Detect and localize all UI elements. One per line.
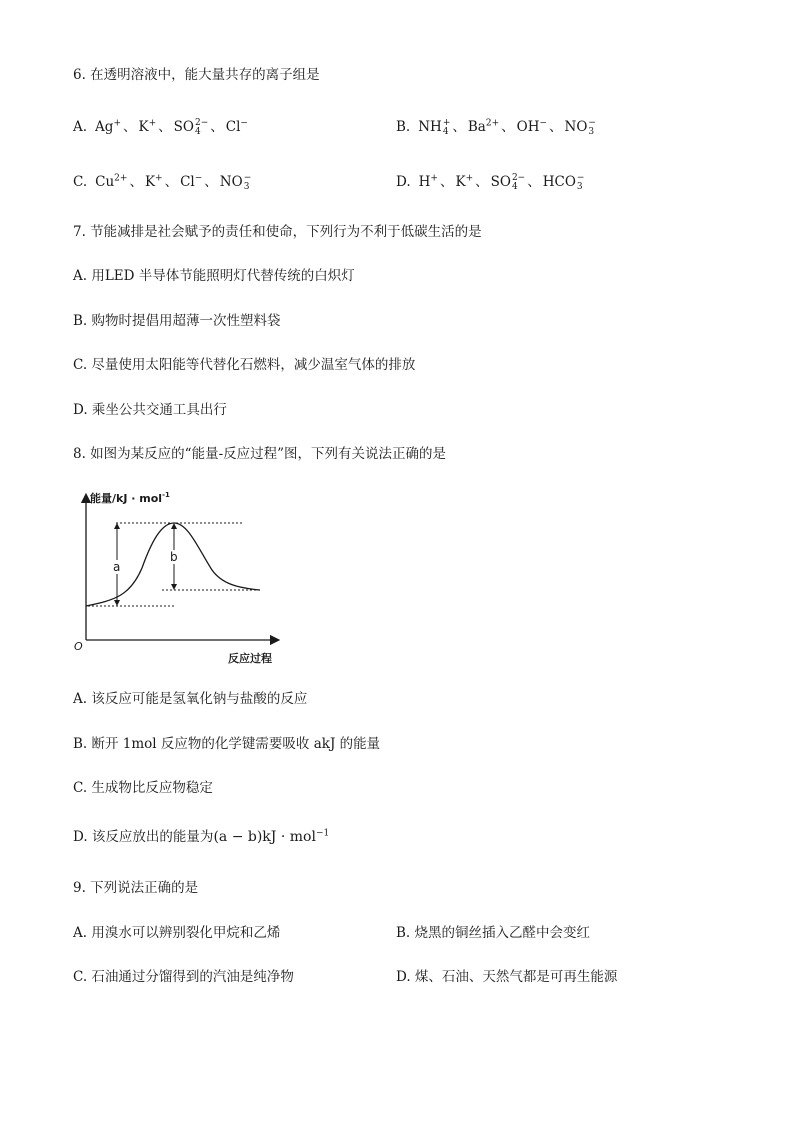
q7-option-c: C. 尽量使用太阳能等代替化石燃料，减少温室气体的排放 (73, 357, 416, 373)
q8-option-d-prefix: D. 该反应放出的能量为 (73, 829, 214, 845)
q9-option-c: C. 石油通过分馏得到的汽油是纯净物 (73, 969, 294, 985)
y-axis-label-text: 能量/kJ · mol (90, 492, 163, 505)
energy-diagram (70, 488, 290, 670)
q7-option-a: A. 用LED 半导体节能照明灯代替传统的白炽灯 (73, 268, 355, 284)
origin-label: O (74, 640, 83, 653)
a-label: a (113, 560, 121, 574)
q6-option-c-letter: C. (73, 174, 88, 190)
q6-option-a-letter: A. (73, 119, 88, 135)
q8-option-b: B. 断开 1mol 反应物的化学键需要吸收 akJ 的能量 (73, 736, 381, 752)
q8-option-d (73, 828, 329, 846)
q7-option-d: D. 乘坐公共交通工具出行 (73, 402, 227, 418)
b-label: b (170, 550, 178, 564)
q8-option-c: C. 生成物比反应物稳定 (73, 780, 213, 796)
q6-stem: 6. 在透明溶液中，能大量共存的离子组是 (73, 67, 320, 83)
q8-option-a: A. 该反应可能是氢氧化钠与盐酸的反应 (73, 691, 308, 707)
q8-stem: 8. 如图为某反应的“能量-反应过程”图，下列有关说法正确的是 (73, 446, 447, 462)
q6-option-a: A. Ag+ 、 K+ 、 SO 2− 4 、 Cl− (73, 117, 248, 137)
q6-option-c: C. $Cu^{2+}$ 、 K+ 、 Cl− 、 NO − 3 (73, 172, 252, 192)
q7-stem: 7. 节能减排是社会赋予的责任和使命，下列行为不利于低碳生活的是 (73, 224, 482, 240)
q9-option-d: D. 煤、石油、天然气都是可再生能源 (396, 969, 618, 985)
q6-option-b: B. NH + 4 、 $Ba^{2+}$ 、 OH− 、 NO − 3 (396, 117, 596, 137)
q8-option-d-exp: −1 (315, 828, 330, 839)
y-axis-label-exp: -1 (162, 491, 170, 499)
q6-option-b-letter: B. (396, 119, 411, 135)
q7-option-b: B. 购物时提倡用超薄一次性塑料袋 (73, 313, 281, 329)
q6-option-d: D. H+ 、 K+ 、 SO 2− 4 、 HCO − 3 (396, 172, 585, 192)
q6-option-d-letter: D. (396, 174, 411, 190)
x-axis-label: 反应过程 (228, 652, 272, 665)
q9-option-a: A. 用溴水可以辨别裂化甲烷和乙烯 (73, 925, 281, 941)
y-axis-label (90, 491, 170, 505)
q8-option-d-expr: (a − b)kJ · mol (213, 829, 316, 845)
q9-option-b: B. 烧黑的铜丝插入乙醛中会变红 (396, 925, 591, 941)
q9-stem: 9. 下列说法正确的是 (73, 880, 199, 896)
